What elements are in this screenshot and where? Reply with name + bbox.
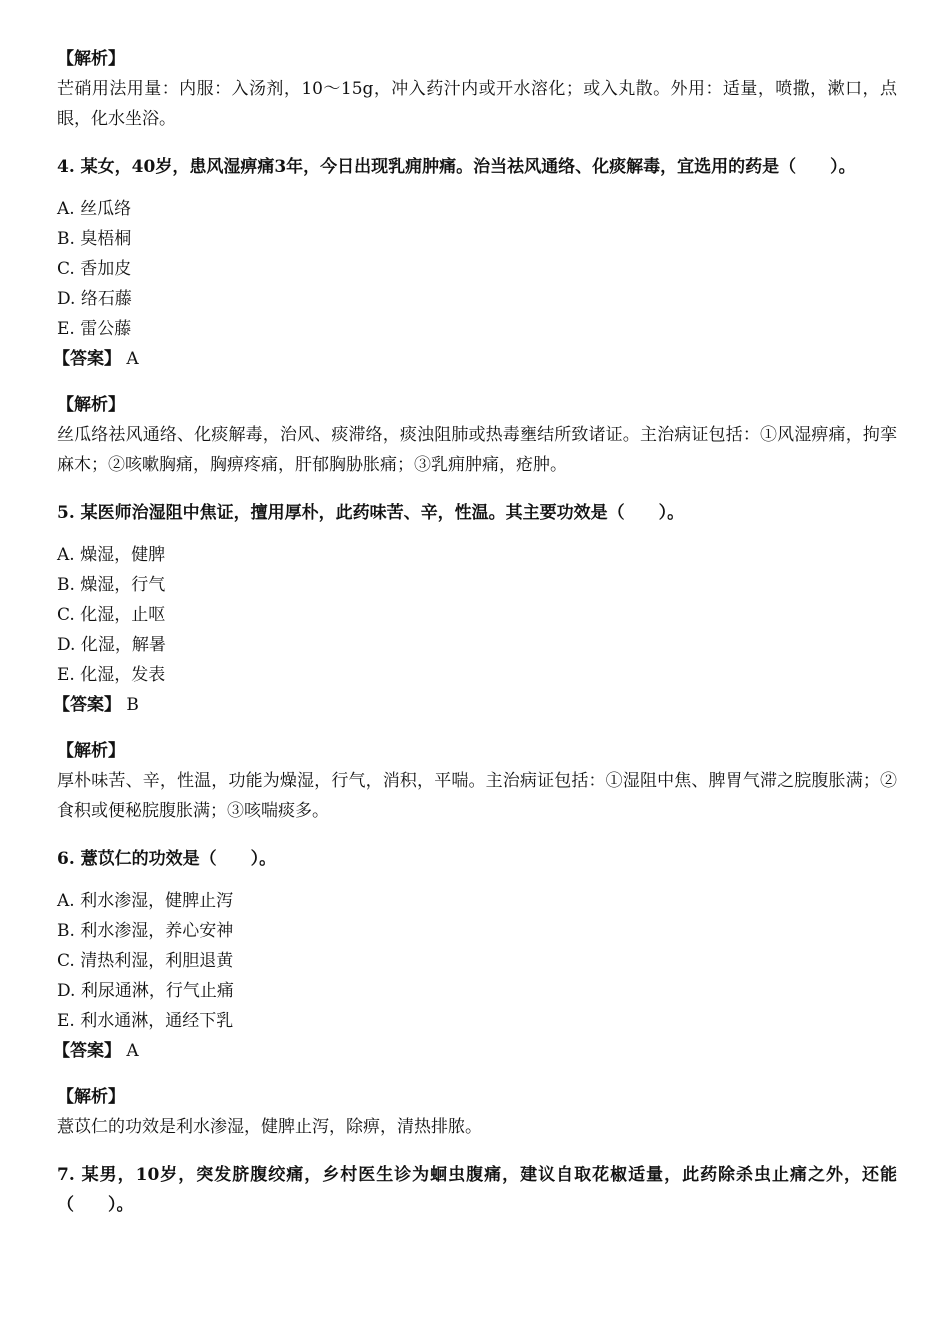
option-b: B. 臭梧桐 bbox=[57, 229, 132, 249]
analysis-block-q3 bbox=[57, 44, 897, 134]
question-block-7 bbox=[57, 1160, 897, 1220]
option-e: E. 化湿，发表 bbox=[57, 665, 166, 685]
answer-value: A bbox=[126, 1041, 139, 1061]
question-block-5 bbox=[53, 498, 897, 826]
option-e: E. 利水通淋，通经下乳 bbox=[57, 1011, 234, 1031]
analysis-label: 【解析】 bbox=[57, 741, 125, 761]
answer-label: 【答案】 bbox=[53, 349, 121, 369]
question-block-6 bbox=[53, 844, 897, 1142]
question-text: 7. 某男，10岁，突发脐腹绞痛，乡村医生诊为蛔虫腹痛，建议自取花椒适量，此药除杀虫止痛之外，还能（ ）。 bbox=[57, 1165, 897, 1215]
option-c: C. 香加皮 bbox=[57, 259, 132, 279]
question-text: 5. 某医师治湿阻中焦证，擅用厚朴，此药味苦、辛，性温。其主要功效是（ ）。 bbox=[57, 503, 685, 523]
option-a: A. 利水渗湿，健脾止泻 bbox=[57, 891, 234, 911]
option-d: D. 络石藤 bbox=[57, 289, 132, 309]
option-c: C. 清热利湿，利胆退黄 bbox=[57, 951, 234, 971]
analysis-text: 厚朴味苦、辛，性温，功能为燥湿，行气，消积，平喘。主治病证包括：①湿阻中焦、脾胃气滞之脘腹胀满；②食积或便秘脘腹胀满；③咳喘痰多。 bbox=[57, 771, 897, 821]
option-b: B. 利水渗湿，养心安神 bbox=[57, 921, 234, 941]
answer-line bbox=[53, 690, 897, 720]
answer-value: B bbox=[126, 695, 139, 715]
option-list bbox=[57, 194, 897, 344]
analysis-label: 【解析】 bbox=[57, 1087, 125, 1107]
question-text: 6. 薏苡仁的功效是（ ）。 bbox=[57, 849, 277, 869]
option-b: B. 燥湿，行气 bbox=[57, 575, 166, 595]
analysis-text: 薏苡仁的功效是利水渗湿，健脾止泻，除痹，清热排脓。 bbox=[57, 1117, 482, 1137]
analysis-text: 丝瓜络祛风通络、化痰解毒，治风、痰滞络，痰浊阻肺或热毒壅结所致诸证。主治病证包括：①风湿痹痛，拘挛麻木；②咳嗽胸痛，胸痹疼痛，肝郁胸胁胀痛；③乳痈肿痛，疮肿。 bbox=[57, 425, 897, 475]
answer-value: A bbox=[126, 349, 139, 369]
option-list bbox=[57, 886, 897, 1036]
option-a: A. 燥湿，健脾 bbox=[57, 545, 166, 565]
analysis-text: 芒硝用法用量：内服：入汤剂，10～15g，冲入药汁内或开水溶化；或入丸散。外用：适量，喷撒，漱口，点眼，化水坐浴。 bbox=[57, 79, 897, 129]
answer-line bbox=[53, 1036, 897, 1066]
document-page bbox=[53, 44, 897, 1220]
answer-line bbox=[53, 344, 897, 374]
option-d: D. 利尿通淋，行气止痛 bbox=[57, 981, 234, 1001]
question-block-4 bbox=[53, 152, 897, 480]
answer-label: 【答案】 bbox=[53, 1041, 121, 1061]
analysis-label: 【解析】 bbox=[57, 49, 125, 69]
option-e: E. 雷公藤 bbox=[57, 319, 132, 339]
question-text: 4. 某女，40岁，患风湿痹痛3年，今日出现乳痈肿痛。治当祛风通络、化痰解毒，宜选用的药是（ ）。 bbox=[57, 157, 856, 177]
option-a: A. 丝瓜络 bbox=[57, 199, 132, 219]
option-c: C. 化湿，止呕 bbox=[57, 605, 166, 625]
option-d: D. 化湿，解暑 bbox=[57, 635, 166, 655]
answer-label: 【答案】 bbox=[53, 695, 121, 715]
option-list bbox=[57, 540, 897, 690]
analysis-label: 【解析】 bbox=[57, 395, 125, 415]
